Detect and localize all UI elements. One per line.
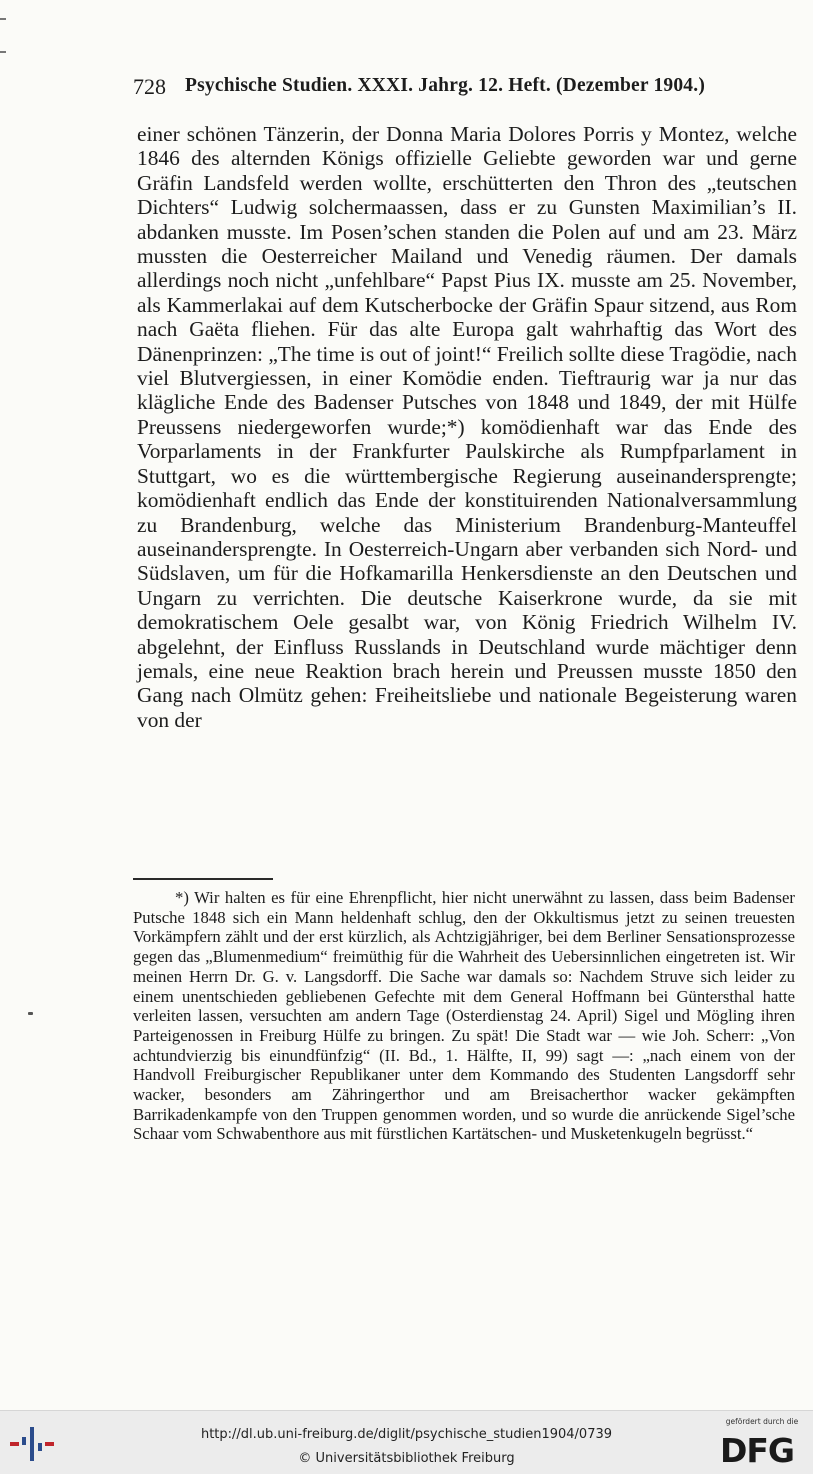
running-title: Psychische Studien. XXXI. Jahrg. 12. Heft. (Dezember 1904.) bbox=[185, 75, 706, 96]
scan-edge-mark bbox=[0, 51, 6, 53]
dfg-badge[interactable] bbox=[718, 1417, 806, 1469]
page-number: 728 bbox=[133, 74, 166, 99]
margin-mark bbox=[28, 1012, 33, 1015]
footnote bbox=[133, 888, 795, 1144]
copyright-notice: © Universitätsbibliothek Freiburg bbox=[298, 1451, 515, 1466]
footnote-paragraph: *) Wir halten es für eine Ehrenpflicht, hier nicht unerwähnt zu lassen, dass beim Badenser Putsche 1848 sich ein Mann heldenhaft schlug, den der Okkultismus jetzt zu seinen treuesten Vorkämpfern zählt und der erst kürzlich, als Achtzigjähriger, bei dem Berliner Sensationsprozesse gegen das „Blumenmedium“ freimüthig für die Wahrheit des Uebersinnlichen eingetreten ist. Wir meinen Herrn Dr. G. v. Langsdorff. Die Sache war damals so: Nachdem Struve sich leider zu einem unentschieden gebliebenen Gefechte mit dem General Hoffmann bei Güntersthal hatte verleiten lassen, versuchten am andern Tage (Osterdienstag 24. April) Sigel und Mögling ihren Parteigenossen in Freiburg Hülfe zu bringen. Zu spät! Die Stadt war — wie Joh. Scherr: „Von achtundvierzig bis einundfünfzig“ (II. Bd., 1. Hälfte, II, 99) sagt —: „nach einem von der Handvoll Freiburgischer Republikaner unter dem Kommando des Studenten Langsdorff sehr wacker, besonders am Zähringerthor und am Breisacherthor wacker gekämpften Barrikadenkampfe von den Truppen genommen worden, und so wurde die anrückende Sigel’sche Schaar vom Schwabenthore aus mit fürstlichen Kartätschen- und Musketenkugeln begrüsst.“ bbox=[133, 888, 795, 1144]
main-paragraph: einer schönen Tänzerin, der Donna Maria Dolores Porris y Montez, welche 1846 des alternden Königs offizielle Geliebte geworden war und gerne Gräfin Landsfeld werden wollte, erschütterten den Thron des „teutschen Dichters“ Ludwig solchermaassen, dass er zu Gunsten Maximilian’s II. abdanken musste. Im Posen’schen standen die Polen auf und am 23. März mussten die Oesterreicher Mailand und Venedig räumen. Der damals allerdings noch nicht „unfehlbare“ Papst Pius IX. musste am 25. November, als Kammerlakai auf dem Kutscherbocke der Gräfin Spaur sitzend, aus Rom nach Gaëta fliehen. Für das alte Europa galt wahrhaftig das Wort des Dänenprinzen: „The time is out of joint!“ Freilich sollte diese Tragödie, nach viel Blutvergiessen, in einer Komödie enden. Tieftraurig war ja nur das klägliche Ende des Badenser Putsches von 1848 und 1849, der mit Hülfe Preussens niedergeworfen wurde;*) komödienhaft war das Ende des Vorparlaments in der Frankfurter Paulskirche als Rumpfparlament in Stuttgart, wo es die württembergische Regierung auseinandersprengte; komödienhaft endlich das Ende der konstituirenden Nationalversammlung zu Brandenburg, welche das Ministerium Brandenburg-Manteuffel auseinandersprengte. In Oesterreich-Ungarn aber verbanden sich Nord- und Südslaven, um für die Hofkamarilla Henkersdienste an den Deutschen und Ungarn zu verrichten. Die deutsche Kaiserkrone wurde, da sie mit demokratischem Oele gesalbt war, von König Friedrich Wilhelm IV. abgelehnt, der Einfluss Russlands in Deutschland wurde mächtiger denn jemals, eine neue Reaktion brach herein und Preussen musste 1850 den Gang nach Olmütz gehen: Freiheitsliebe und nationale Begeisterung waren von der bbox=[137, 122, 797, 732]
scan-edge-mark bbox=[0, 18, 6, 20]
viewer-footer bbox=[0, 1410, 813, 1474]
dfg-funding-note: gefördert durch die bbox=[725, 1417, 799, 1426]
dfg-logo: DFG bbox=[720, 1431, 795, 1470]
footnote-rule bbox=[133, 878, 273, 880]
main-text bbox=[137, 122, 797, 732]
running-header bbox=[133, 72, 801, 106]
permalink-url[interactable]: http://dl.ub.uni-freiburg.de/diglit/psychische_studien1904/0739 bbox=[200, 1427, 613, 1442]
